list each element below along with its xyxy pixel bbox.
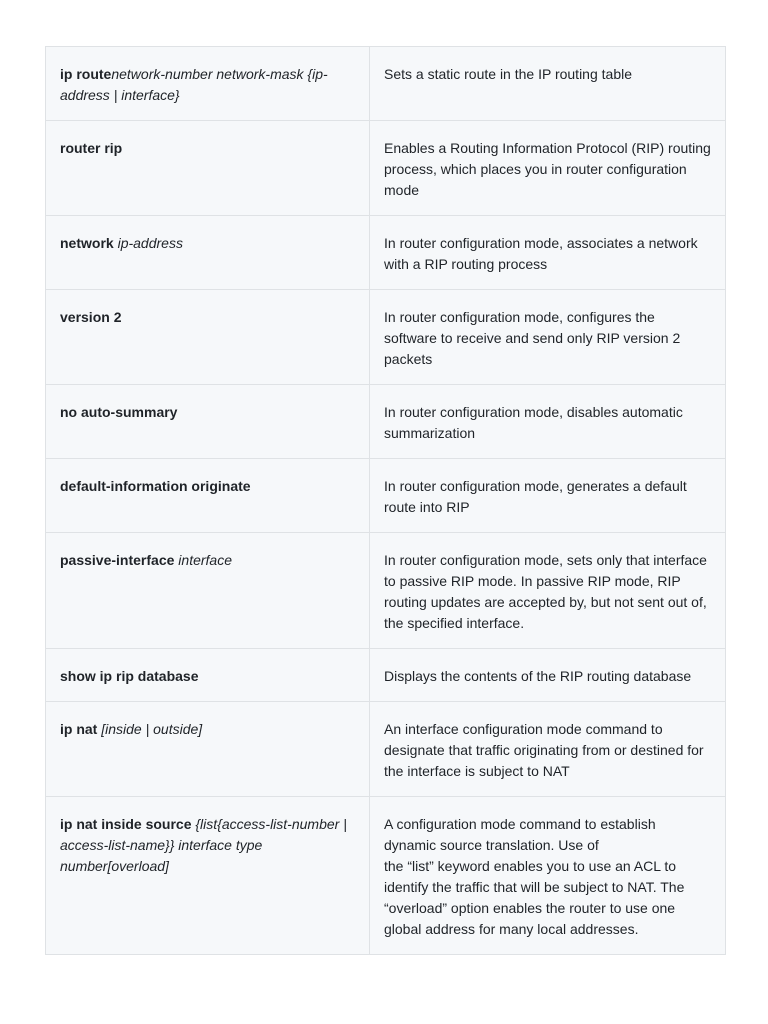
command-cell <box>46 121 370 216</box>
table-row <box>46 290 726 385</box>
command-keyword: ip nat inside source <box>60 816 196 832</box>
description-cell <box>370 702 726 797</box>
command-keyword: passive-interface <box>60 552 179 568</box>
command-keyword: default-information originate <box>60 478 251 494</box>
command-cell <box>46 385 370 459</box>
table-row <box>46 47 726 121</box>
table-row <box>46 216 726 290</box>
command-cell <box>46 702 370 797</box>
description-cell <box>370 385 726 459</box>
description-text: Enables a Routing Information Protocol (RIP) routing process, which places you in router configuration mode <box>384 140 711 198</box>
description-cell <box>370 649 726 702</box>
description-text: In router configuration mode, disables automatic summarization <box>384 404 683 441</box>
description-cell <box>370 47 726 121</box>
command-keyword: router rip <box>60 140 123 156</box>
command-cell <box>46 533 370 649</box>
description-cell <box>370 121 726 216</box>
table-row <box>46 702 726 797</box>
command-keyword: ip nat <box>60 721 102 737</box>
command-cell <box>46 216 370 290</box>
description-text: A configuration mode command to establish dynamic source translation. Use of <box>384 816 656 853</box>
description-cell <box>370 290 726 385</box>
description-text: In router configuration mode, generates a default route into RIP <box>384 478 687 515</box>
description-cell <box>370 533 726 649</box>
command-keyword: network <box>60 235 118 251</box>
description-text: In router configuration mode, associates a network with a RIP routing process <box>384 235 698 272</box>
table-row <box>46 385 726 459</box>
command-keyword: version 2 <box>60 309 122 325</box>
command-cell <box>46 797 370 955</box>
command-keyword: show ip rip database <box>60 668 199 684</box>
table-body <box>46 47 726 955</box>
description-text: In router configuration mode, sets only that interface to passive RIP mode. In passive RIP mode, RIP routing updates are accepted by, but not sent out of, the specified interface. <box>384 552 707 631</box>
command-argument: interface <box>178 552 232 568</box>
command-cell <box>46 47 370 121</box>
description-cell <box>370 216 726 290</box>
command-argument: [inside | outside] <box>101 721 203 737</box>
command-argument: {list{access-list-number | access-list-name}} interface type number[overload] <box>60 816 347 874</box>
description-cell <box>370 797 726 955</box>
command-cell <box>46 290 370 385</box>
command-argument: ip-address <box>117 235 183 251</box>
table-row <box>46 459 726 533</box>
command-cell <box>46 649 370 702</box>
command-cell <box>46 459 370 533</box>
command-reference-table <box>45 46 726 955</box>
description-text: Displays the contents of the RIP routing database <box>384 668 692 684</box>
command-keyword: ip route <box>60 66 112 82</box>
table-row <box>46 533 726 649</box>
description-text: In router configuration mode, configures the software to receive and send only RIP version 2 packets <box>384 309 681 367</box>
description-text: An interface configuration mode command to designate that traffic originating from or destined for the interface is subject to NAT <box>384 721 704 779</box>
description-text: Sets a static route in the IP routing table <box>384 66 633 82</box>
table-row <box>46 121 726 216</box>
table-row <box>46 797 726 955</box>
table-row <box>46 649 726 702</box>
description-text: the “list” keyword enables you to use an ACL to identify the traffic that will be subject to NAT. The “overload” option enables the router to use one global address for many local addresses. <box>384 858 685 937</box>
command-keyword: no auto-summary <box>60 404 178 420</box>
description-cell <box>370 459 726 533</box>
command-argument: network-number network-mask {ip-address | interface} <box>60 66 328 103</box>
